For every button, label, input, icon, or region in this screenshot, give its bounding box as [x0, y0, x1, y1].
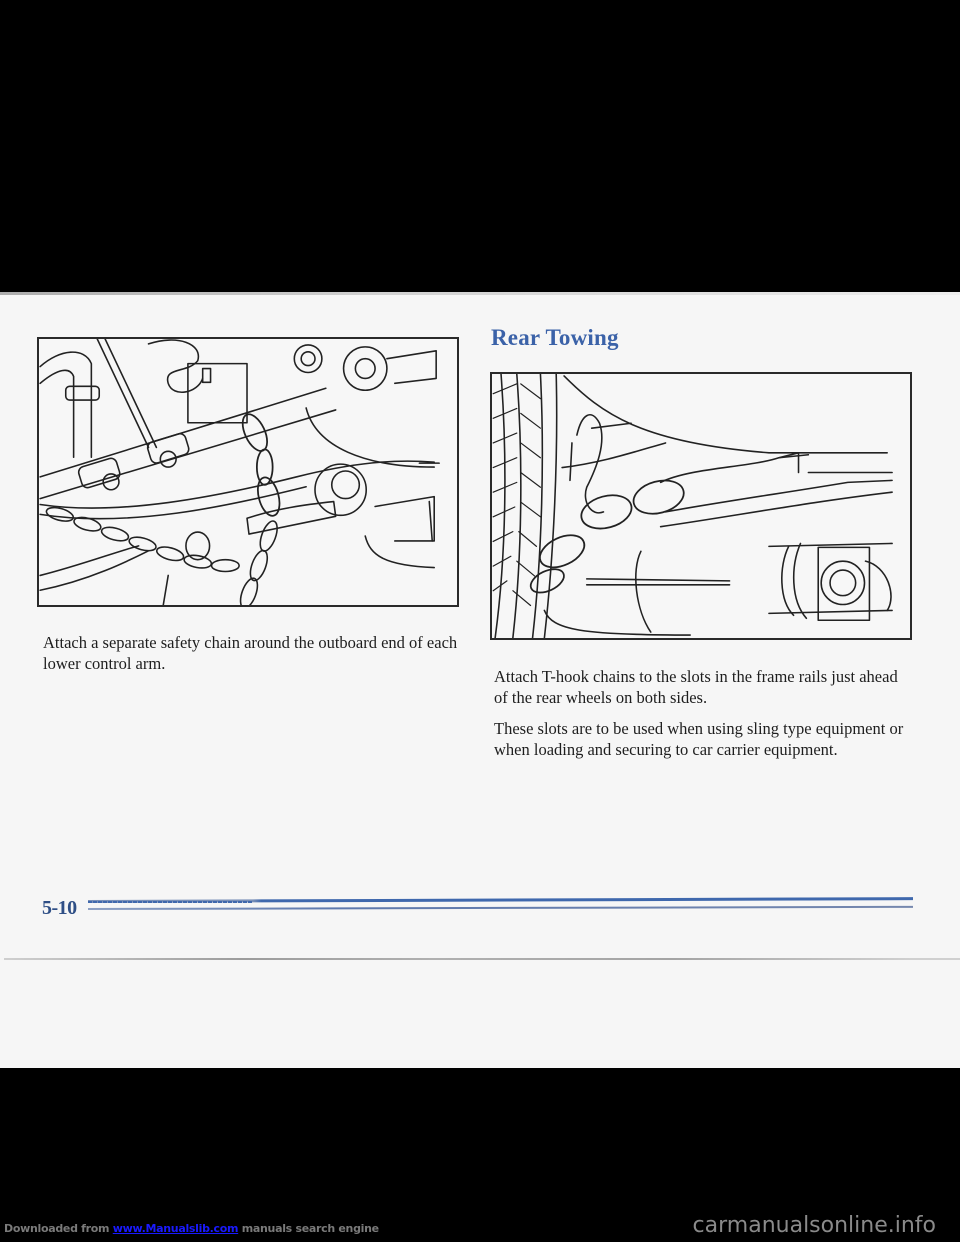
chain-control-arm-icon [39, 339, 457, 605]
carmanualsonline-watermark: carmanualsonline.info [692, 1213, 936, 1238]
page-top-edge [0, 292, 960, 295]
page-number: 5-10 [42, 897, 77, 919]
rear-towing-paragraph-1: Attach T-hook chains to the slots in the frame rails just ahead of the rear wheels on both sides. [494, 667, 898, 707]
rear-towing-paragraph-2: These slots are to be used when using sling type equipment or when loading and securing to car carrier equipment. [494, 719, 904, 759]
footer-rule-dashed [88, 901, 253, 903]
watermark-prefix: Downloaded from [4, 1222, 110, 1235]
section-title-rear-towing: Rear Towing [491, 325, 619, 350]
safety-chain-caption: Attach a separate safety chain around the outboard end of each lower control arm. [43, 633, 458, 673]
footer-rule-bottom [88, 906, 913, 910]
watermark-suffix: manuals search engine [241, 1222, 379, 1235]
manual-page [0, 292, 960, 1068]
manualslib-link[interactable]: www.Manualslib.com [112, 1222, 239, 1235]
page-bottom-edge [4, 958, 960, 960]
t-hook-chain-illustration [490, 372, 912, 640]
download-watermark [4, 1222, 379, 1235]
t-hook-frame-rail-icon [492, 374, 910, 638]
safety-chain-illustration [37, 337, 459, 607]
